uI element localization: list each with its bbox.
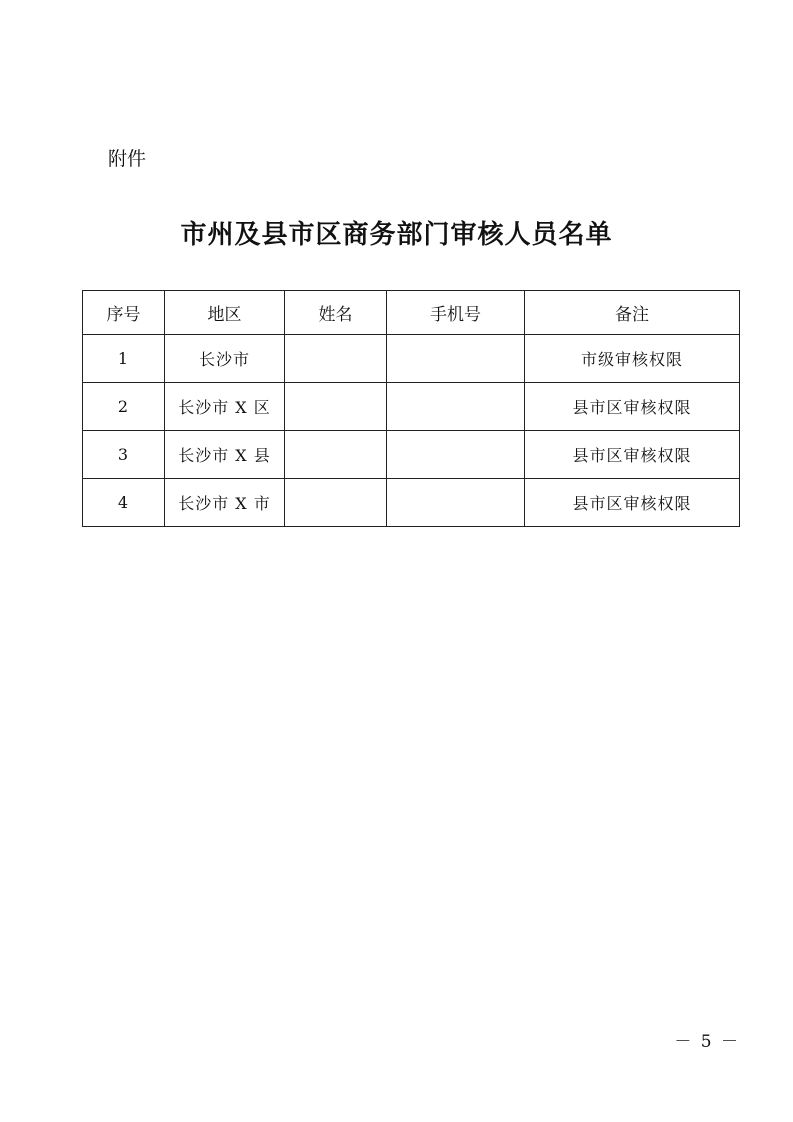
- cell-region: 长沙市: [165, 335, 285, 383]
- table-row: [83, 383, 740, 431]
- table-header-row: [83, 291, 740, 335]
- cell-note: 县市区审核权限: [525, 383, 740, 431]
- attachment-label: 附件: [108, 148, 147, 170]
- cell-name: [285, 383, 387, 431]
- table-row: [83, 479, 740, 527]
- cell-name: [285, 335, 387, 383]
- page-number: － 5 －: [674, 1032, 740, 1052]
- cell-phone: [387, 479, 525, 527]
- column-header-note: 备注: [525, 291, 740, 335]
- cell-note: 县市区审核权限: [525, 431, 740, 479]
- cell-region: 长沙市 X 区: [165, 383, 285, 431]
- cell-name: [285, 431, 387, 479]
- cell-region: 长沙市 X 县: [165, 431, 285, 479]
- cell-phone: [387, 431, 525, 479]
- column-header-index: 序号: [83, 291, 165, 335]
- column-header-region: 地区: [165, 291, 285, 335]
- cell-note: 市级审核权限: [525, 335, 740, 383]
- cell-phone: [387, 383, 525, 431]
- cell-index: 4: [83, 479, 165, 527]
- column-header-phone: 手机号: [387, 291, 525, 335]
- column-header-name: 姓名: [285, 291, 387, 335]
- cell-region: 长沙市 X 市: [165, 479, 285, 527]
- document-title: 市州及县市区商务部门审核人员名单: [180, 220, 613, 250]
- cell-index: 3: [83, 431, 165, 479]
- cell-name: [285, 479, 387, 527]
- table-row: [83, 335, 740, 383]
- cell-phone: [387, 335, 525, 383]
- reviewer-roster-table: [82, 290, 740, 527]
- cell-index: 2: [83, 383, 165, 431]
- cell-index: 1: [83, 335, 165, 383]
- cell-note: 县市区审核权限: [525, 479, 740, 527]
- table-row: [83, 431, 740, 479]
